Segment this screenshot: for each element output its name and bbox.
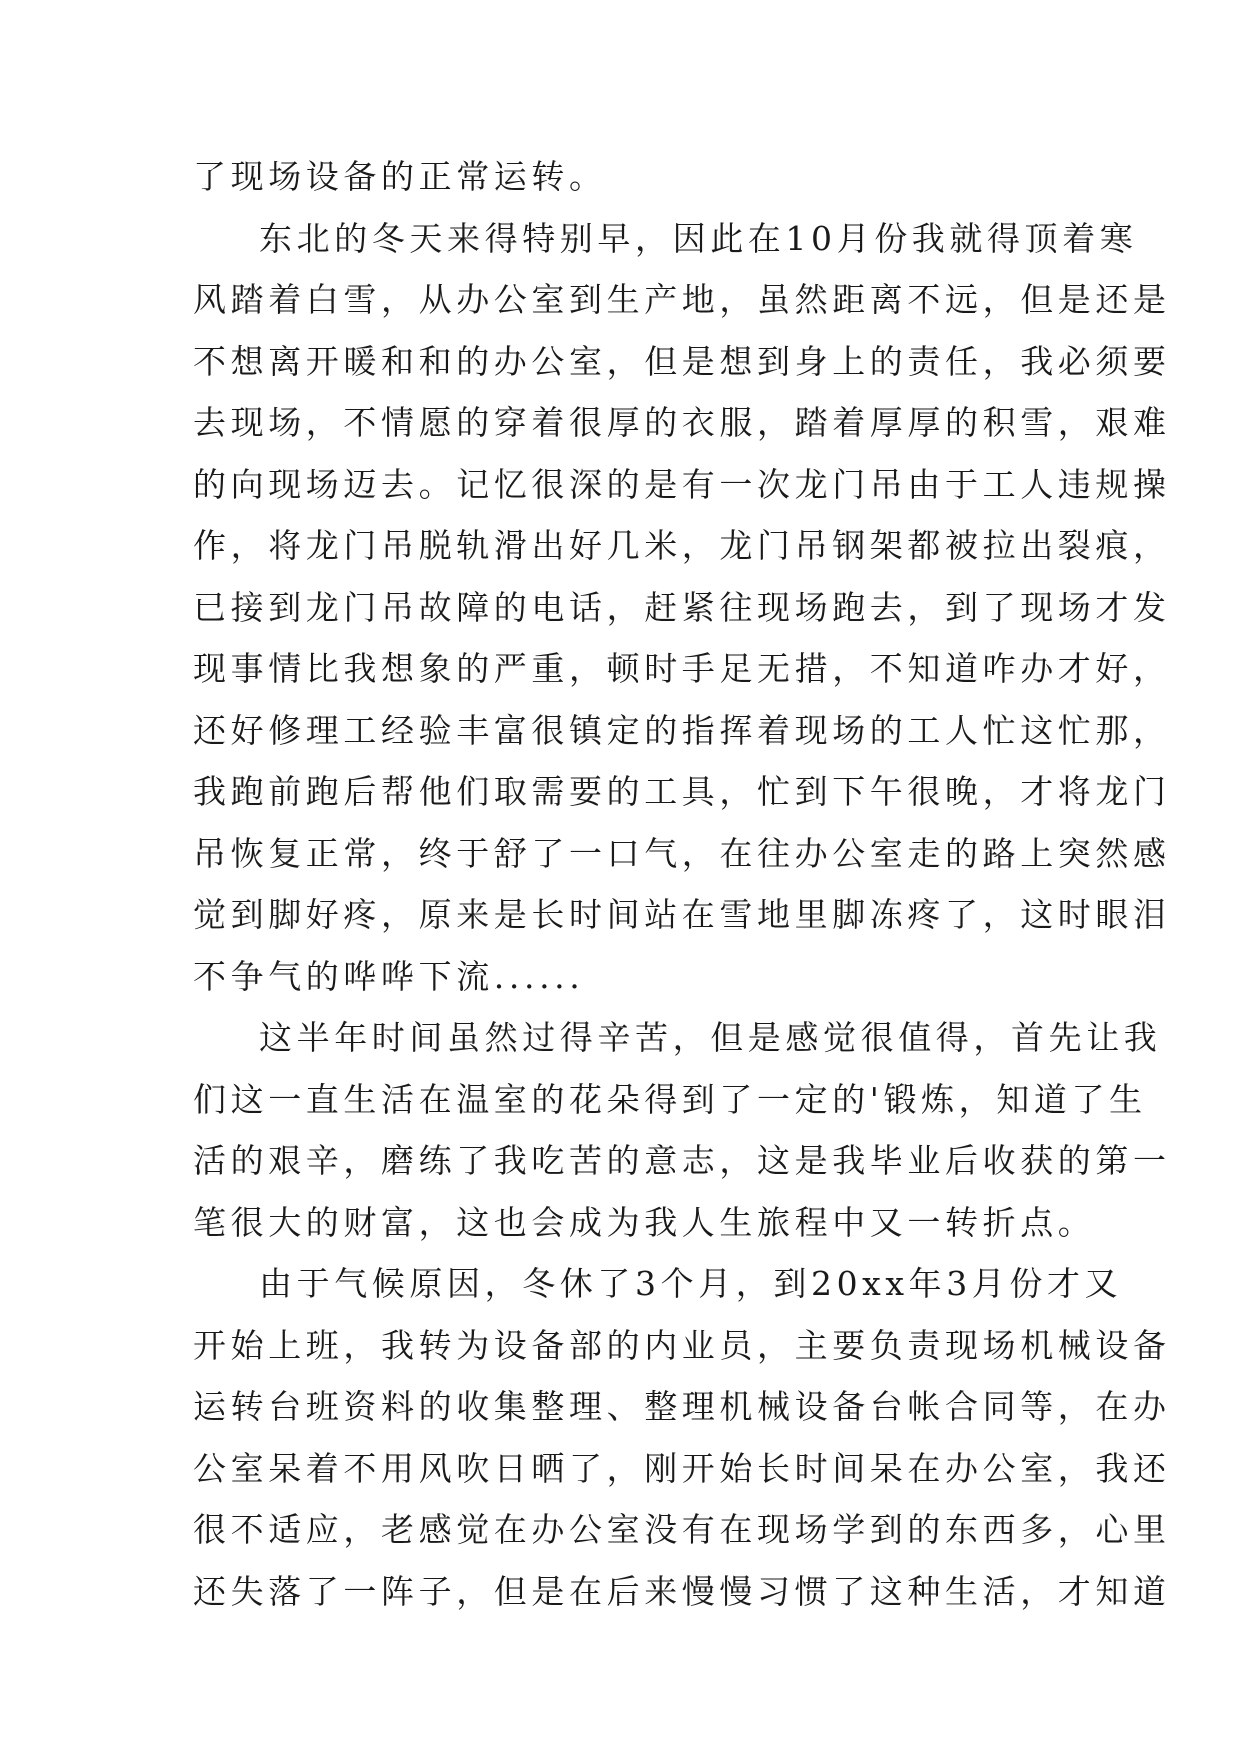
text-line: 的向现场迈去。记忆很深的是有一次龙门吊由于工人违规操	[193, 464, 1171, 504]
text-line: 我跑前跑后帮他们取需要的工具，忙到下午很晚，才将龙门	[193, 772, 1171, 811]
text-line: 吊恢复正常，终于舒了一口气，在往办公室走的路上突然感	[193, 833, 1171, 873]
text-line: 了现场设备的正常运转。	[193, 157, 607, 196]
text-line: 还好修理工经验丰富很镇定的指挥着现场的工人忙这忙那，	[193, 710, 1171, 750]
text-line: 觉到脚好疼，原来是长时间站在雪地里脚冻疼了，这时眼泪	[193, 895, 1171, 934]
text-line: 不想离开暖和和的办公室，但是想到身上的责任，我必须要	[193, 341, 1171, 381]
text-line: 开始上班，我转为设备部的内业员，主要负责现场机械设备	[193, 1325, 1171, 1365]
text-line: 们这一直生活在温室的花朵得到了一定的'锻炼，知道了生	[193, 1079, 1147, 1119]
text-line: 已接到龙门吊故障的电话，赶紧往现场跑去，到了现场才发	[193, 587, 1171, 627]
text-line: 由于气候原因，冬休了3个月，到20xx年3月份才又	[259, 1264, 1123, 1303]
text-line: 东北的冬天来得特别早，因此在10月份我就得顶着寒	[259, 218, 1138, 258]
text-line: 去现场，不情愿的穿着很厚的衣服，踏着厚厚的积雪，艰难	[193, 403, 1171, 442]
text-line: 不争气的哗哗下流......	[193, 956, 585, 996]
text-line: 运转台班资料的收集整理、整理机械设备台帐合同等，在办	[193, 1387, 1171, 1426]
text-line: 笔很大的财富，这也会成为我人生旅程中又一转折点。	[193, 1202, 1096, 1242]
text-line: 还失落了一阵子，但是在后来慢慢习惯了这种生活，才知道	[193, 1571, 1171, 1611]
text-line: 风踏着白雪，从办公室到生产地，虽然距离不远，但是还是	[193, 280, 1171, 319]
text-line: 这半年时间虽然过得辛苦，但是感觉很值得，首先让我	[259, 1018, 1162, 1057]
text-line: 活的艰辛，磨练了我吃苦的意志，这是我毕业后收获的第一	[193, 1141, 1171, 1180]
text-line: 作，将龙门吊脱轨滑出好几米，龙门吊钢架都被拉出裂痕，	[193, 526, 1171, 565]
text-line: 很不适应，老感觉在办公室没有在现场学到的东西多，心里	[193, 1510, 1171, 1549]
text-line: 公室呆着不用风吹日晒了，刚开始长时间呆在办公室，我还	[193, 1448, 1171, 1488]
text-line: 现事情比我想象的严重，顿时手足无措，不知道咋办才好，	[193, 649, 1171, 688]
body-text	[193, 146, 1171, 1622]
